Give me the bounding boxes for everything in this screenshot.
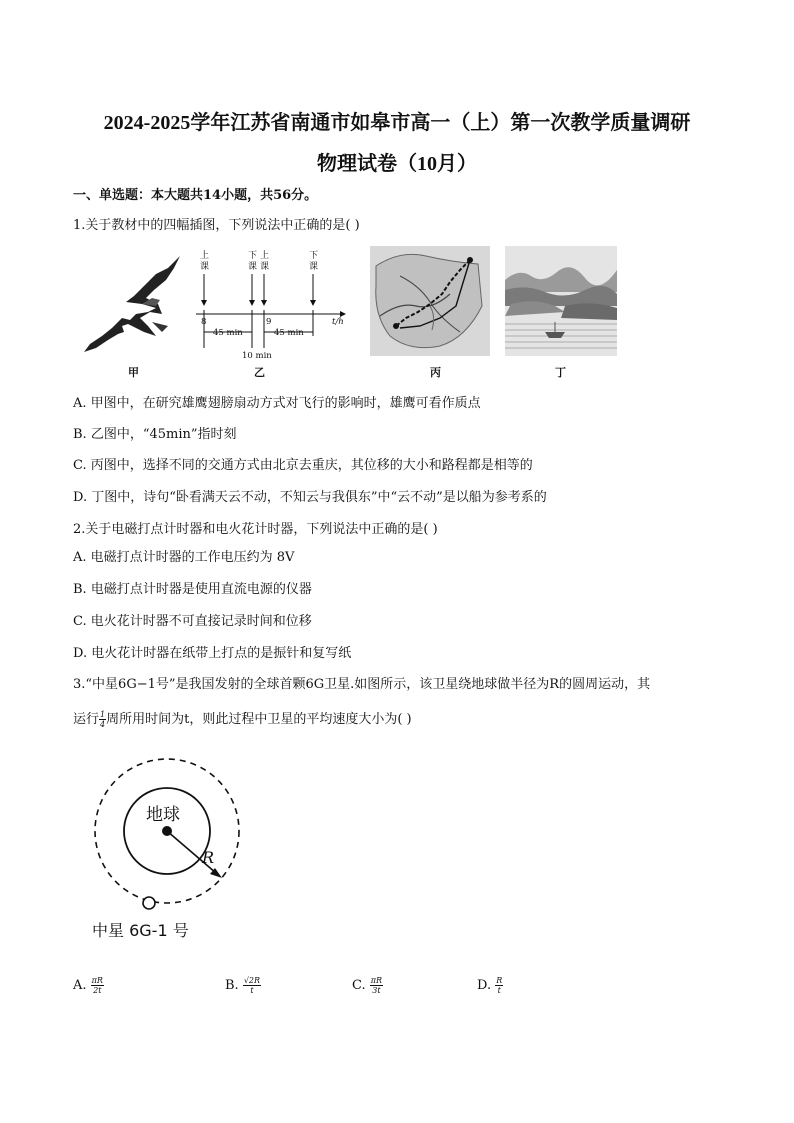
exam-title-line2: 物理试卷（10月） [317,153,477,175]
timeline-label-1: 上 [200,251,210,261]
q3-option-b [225,976,261,995]
radius-label: R [202,848,215,867]
q3-option-a-fraction [91,976,104,995]
q3-option-d [477,976,503,995]
earth-label: 地球 [146,805,180,825]
q3-option-c-den: 3t [372,986,381,995]
q3-fraction-denominator: 4 [100,720,106,729]
orbit-figure [82,756,252,946]
q2-stem: 2.关于电磁打点计时器和电火花计时器，下列说法中正确的是( ) [73,522,438,537]
route-map-figure [370,246,490,356]
svg-text:课: 课 [309,262,319,272]
q3-option-d-fraction [495,976,503,995]
q3-option-c-letter: C. [352,978,366,993]
satellite-label: 中星 6G-1 号 [92,921,189,940]
q3-option-a-den: 2t [93,986,102,995]
timeline-span1: 45 min [213,328,243,338]
q2-option-d: D. 电火花计时器在纸带上打点的是振针和复写纸 [73,646,352,661]
q3-fraction-numerator: 1 [100,710,106,719]
landscape-figure [505,246,617,356]
q2-option-b: B. 电磁打点计时器是使用直流电源的仪器 [73,582,312,597]
q3-option-a-num: πR [91,976,103,985]
caption-ding: 丁 [555,366,566,379]
q3-stem-pre: 运行 [73,712,100,727]
q3-option-b-letter: B. [225,978,239,993]
timeline-tick-8: 8 [201,317,207,327]
q3-option-a-letter: A. [73,978,87,993]
q3-option-d-num: R [496,976,503,985]
q3-stem-post: 周所用时间为t，则此过程中卫星的平均速度大小为( ) [106,712,412,727]
caption-yi: 乙 [254,366,265,379]
section-heading: 一、单选题：本大题共14小题，共56分。 [73,188,318,203]
svg-text:课: 课 [260,262,270,272]
timeline-label-4: 下 [309,251,319,261]
timeline-figure [192,248,352,362]
q1-option-a: A. 甲图中，在研究雄鹰翅膀扇动方式对飞行的影响时，雄鹰可看作质点 [73,396,481,411]
q3-option-c-fraction [370,976,383,995]
timeline-label-3: 上 [260,251,270,261]
timeline-axis-label: t/h [332,317,344,327]
q3-option-b-num: √2R [243,976,261,985]
q2-option-c: C. 电火花计时器不可直接记录时间和位移 [73,614,312,629]
q1-option-d: D. 丁图中，诗句“卧看满天云不动，不知云与我俱东”中“云不动”是以船为参考系的 [73,490,547,505]
q3-option-a [73,976,104,995]
q3-stem-line2 [73,710,412,729]
q3-stem-line1: 3.“中星6G−1号”是我国发射的全球首颗6G卫星.如图所示，该卫星绕地球做半径为R的圆周运动，其 [73,677,651,692]
q3-option-d-den: t [497,986,501,995]
q3-option-d-letter: D. [477,978,492,993]
svg-text:课: 课 [248,262,258,272]
timeline-gap: 10 min [242,351,272,361]
q2-option-a: A. 电磁打点计时器的工作电压约为 8V [73,550,295,565]
eagle-figure [82,252,184,358]
exam-title-line1: 2024-2025学年江苏省南通市如皋市高一（上）第一次教学质量调研 [103,112,691,134]
q1-stem: 1.关于教材中的四幅插图，下列说法中正确的是( ) [73,218,360,233]
svg-text:课: 课 [200,262,210,272]
timeline-label-2: 下 [248,251,258,261]
q3-option-b-den: t [250,986,254,995]
q3-option-b-fraction [243,976,261,995]
timeline-span2: 45 min [274,328,304,338]
satellite-marker [143,897,155,909]
q1-option-c: C. 丙图中，选择不同的交通方式由北京去重庆，其位移的大小和路程都是相等的 [73,458,533,473]
caption-jia: 甲 [128,366,139,379]
q1-option-b: B. 乙图中，“45min”指时刻 [73,427,237,442]
caption-bing: 丙 [430,366,441,379]
timeline-tick-9: 9 [266,317,272,327]
q3-option-c [352,976,383,995]
q3-option-c-num: πR [370,976,383,985]
